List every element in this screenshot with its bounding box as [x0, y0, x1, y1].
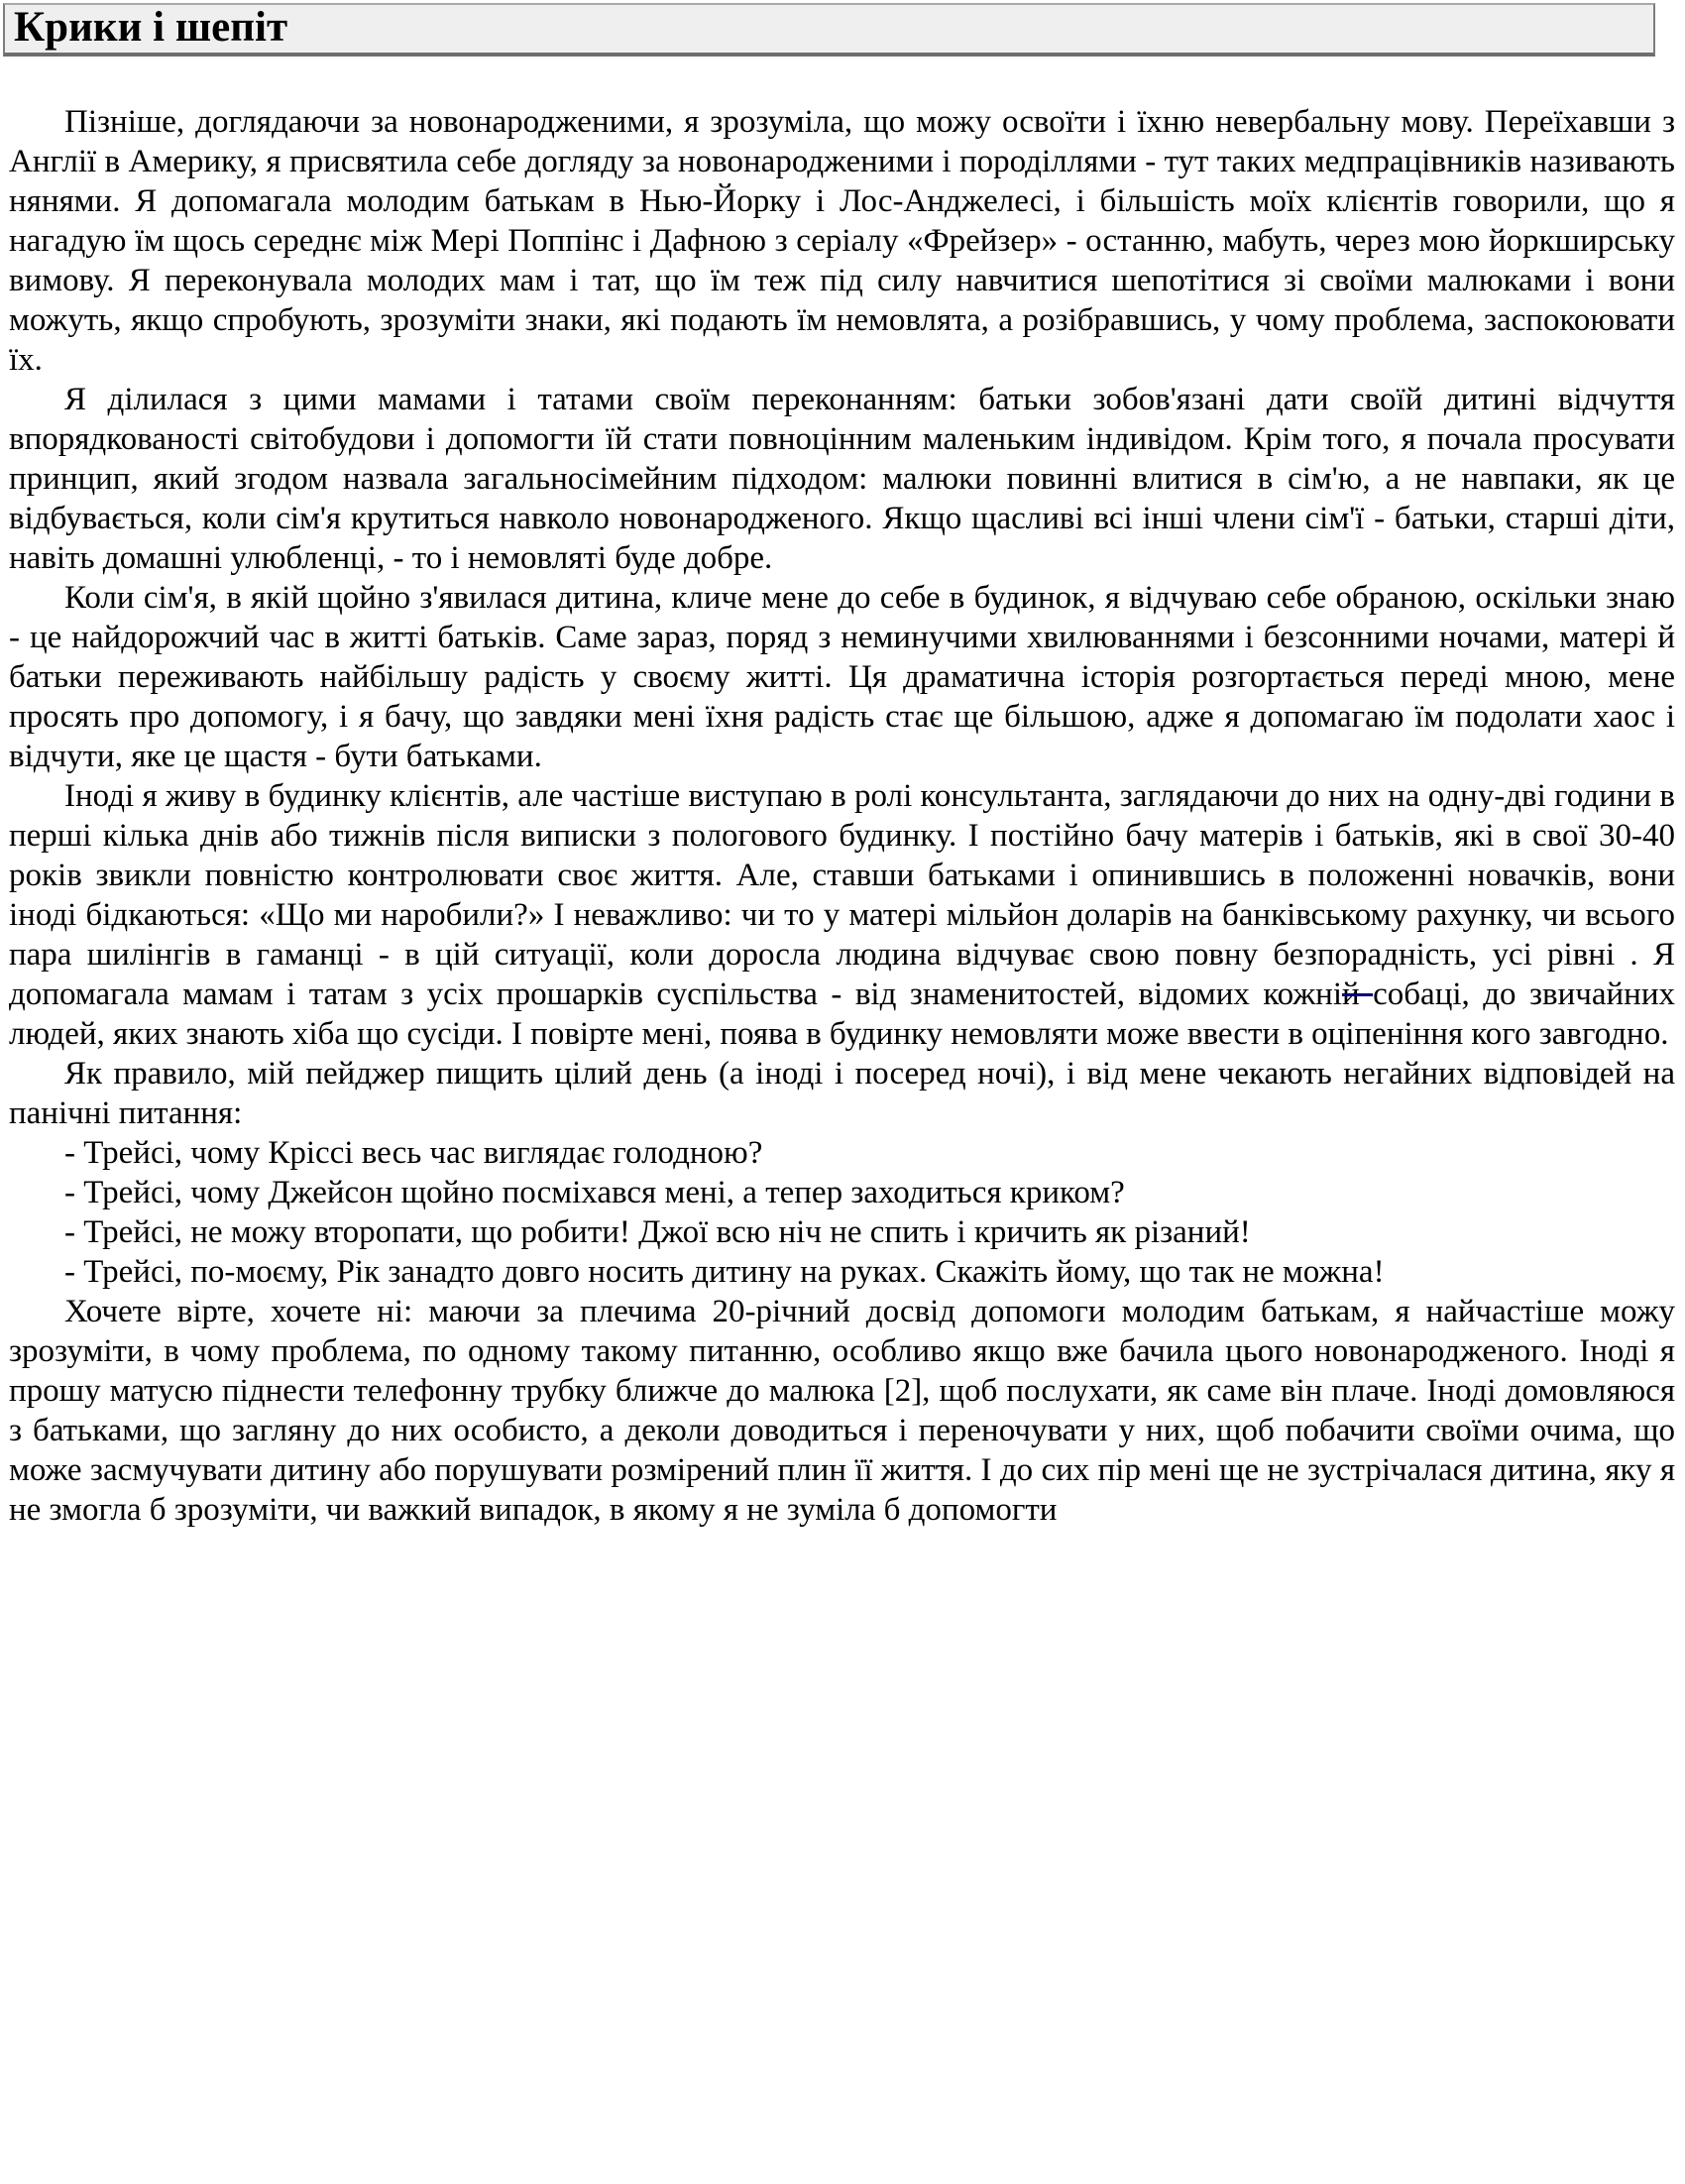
paragraph-consulting-text-pre: Іноді я живу в будинку клієнтів, але частіше виступаю в ролі консультанта, заглядаючи до них на одну-дві години в перші кілька днів або тижнів після виписки з пологового будинку. І постійно бачу матерів і батьків, які в свої 30-40 років звикли повністю контролювати своє життя. Але, ставши батьками і опинившись в положенні новачків, вони іноді бідкаються: «Що ми наробили?» І неважливо: чи то у матері мільйон доларів на банківському рахунку, чи всього пара шилінгів в гаманці - в цій ситуації, коли доросла людина відчуває свою повну безпорадність, усі рівні . Я допомагала мамам і татам з усіх прошарків суспільства - від знаменитостей, відомих кожні: [9, 778, 1675, 1012]
paragraph-family-joy: Коли сім'я, в якій щойно з'явилася дитина, кличе мене до себе в будинок, я відчуваю себе обраною, оскільки знаю - це найдорожчий час в житті батьків. Саме зараз, поряд з неминучими хвилюваннями і безсонними ночами, матері й батьки переживають найбільшу радість у своєму житті. Ця драматична історія розгортається переді мною, мене просять про допомогу, і я бачу, що завдяки мені їхня радість стає ще більшою, адже я допомагаю їм подолати хаос і відчути, яке це щастя - бути батьками.: [9, 580, 1675, 774]
document-body: [0, 102, 1685, 1530]
paragraph-philosophy: Я ділилася з цими мамами і татами своїм переконанням: батьки зобов'язані дати своїй дитині відчуття впорядкованості світобудови і допомогти їй стати повноцінним маленьким індивідом. Крім того, я почала просувати принцип, який згодом назвала загальносімейним підходом: малюки повинні влитися в сім'ю, а не навпаки, як це відбувається, коли сім'я крутиться навколо новонародженого. Якщо щасливі всі інші члени сім'ї - батьки, старші діти, навіть домашні улюбленці, - то і немовляті буде добре.: [9, 382, 1675, 576]
question-item-2: - Трейсі, чому Джейсон щойно посміхався мені, а тепер заходиться криком?: [64, 1175, 1125, 1210]
question-item-1: - Трейсі, чому Кріссі весь час виглядає голодною?: [64, 1135, 763, 1171]
strikethrough-text: й: [1342, 977, 1374, 1012]
page-title: Крики і шепіт: [14, 4, 288, 51]
paragraph-experience: Хочете вірте, хочете ні: маючи за плечима 20-річний досвід допомоги молодим батькам, я найчастіше можу зрозуміти, в чому проблема, по одному такому питанню, особливо якщо вже бачила цього новонародженого. Іноді я прошу матусю піднести телефонну трубку ближче до малюка [2], щоб послухати, як саме він плаче. Іноді домовляюся з батьками, що загляну до них особисто, а деколи доводиться і переночувати у них, щоб побачити своїми очима, що може засмучувати дитину або порушувати розмірений плин її життя. І до сих пір мені ще не зустрічалася дитина, яку я не змогла б зрозуміти, чи важкий випадок, в якому я не зуміла б допомогти: [9, 1294, 1675, 1528]
paragraph-consulting: [9, 776, 1675, 1054]
title-bar: [3, 3, 1655, 57]
question-item-3: - Трейсі, не можу второпати, що робити! Джої всю ніч не спить і кричить як різаний!: [64, 1214, 1251, 1250]
paragraph-pager: Як правило, мій пейджер пищить цілий день (а іноді і посеред ночі), і від мене чекають негайних відповідей на панічні питання:: [9, 1056, 1675, 1131]
paragraph-consulting-text-post: собаці, до звичайних людей, яких знають хіба що сусіди. І повірте мені, поява в будинку немовляти може ввести в оціпеніння кого завгодно.: [9, 977, 1675, 1052]
question-item-4: - Трейсі, по-моєму, Рік занадто довго носить дитину на руках. Скажіть йому, що так не можна!: [64, 1254, 1385, 1290]
paragraph-intro: Пізніше, доглядаючи за новонародженими, я зрозуміла, що можу освоїти і їхню невербальну мову. Переїхавши з Англії в Америку, я присвятила себе догляду за новонародженими і породіллями - тут таких медпрацівників називають нянями. Я допомагала молодим батькам в Нью-Йорку і Лос-Анджелесі, і більшість моїх клієнтів говорили, що я нагадую їм щось середнє між Мері Поппінс і Дафною з серіалу «Фрейзер» - останню, мабуть, через мою йоркширську вимову. Я переконувала молодих мам і тат, що їм теж під силу навчитися шепотітися зі своїми малюками і вони можуть, якщо спробують, зрозуміти знаки, які подають їм немовлята, а розібравшись, у чому проблема, заспокоювати їх.: [9, 104, 1675, 378]
